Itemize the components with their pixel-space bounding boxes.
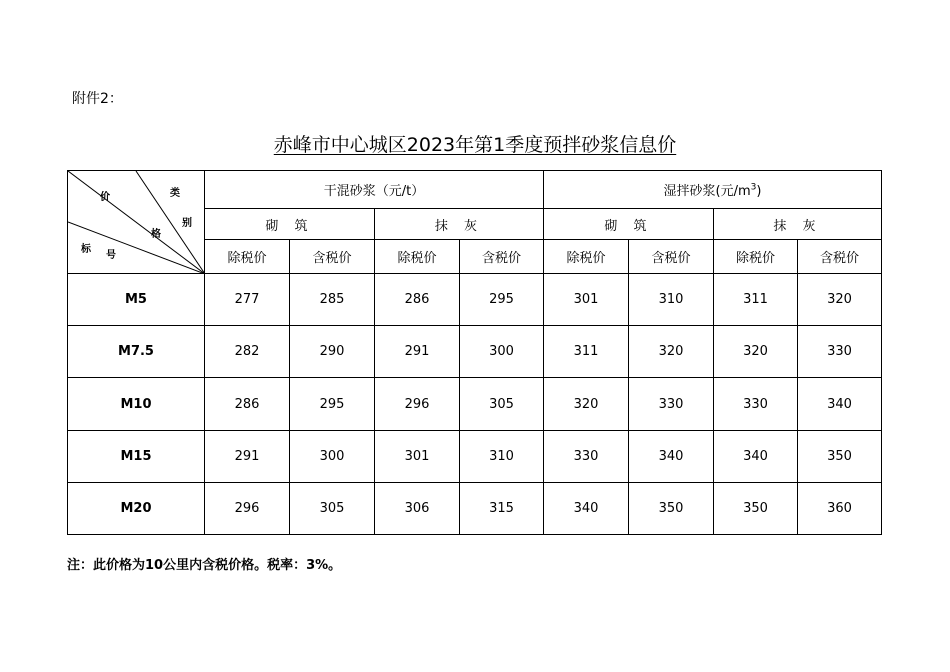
corner-label-mark: 标 — [81, 244, 91, 255]
document-title — [0, 130, 950, 157]
price-cell: 300 — [290, 431, 375, 483]
header-row-groups — [68, 171, 882, 209]
column-header: 除税价 — [714, 240, 798, 274]
price-cell: 340 — [629, 431, 714, 483]
price-cell: 315 — [460, 483, 544, 535]
grade-cell: M15 — [68, 431, 205, 483]
subgroup-wet-masonry: 砌 筑 — [544, 209, 714, 240]
price-cell: 330 — [798, 326, 882, 378]
column-header: 含税价 — [460, 240, 544, 274]
price-cell: 282 — [205, 326, 290, 378]
table-row — [68, 378, 882, 431]
price-cell: 320 — [714, 326, 798, 378]
price-cell: 306 — [375, 483, 460, 535]
price-cell: 330 — [629, 378, 714, 431]
price-cell: 285 — [290, 274, 375, 326]
group-header-wet-sup: 3 — [750, 182, 757, 193]
price-cell: 291 — [205, 431, 290, 483]
price-cell: 291 — [375, 326, 460, 378]
column-header: 除税价 — [375, 240, 460, 274]
price-cell: 330 — [544, 431, 629, 483]
price-cell: 296 — [375, 378, 460, 431]
price-cell: 277 — [205, 274, 290, 326]
price-cell: 295 — [460, 274, 544, 326]
price-cell: 300 — [460, 326, 544, 378]
price-table — [67, 170, 882, 535]
subgroup-dry-masonry: 砌 筑 — [205, 209, 375, 240]
column-header: 除税价 — [544, 240, 629, 274]
column-header: 除税价 — [205, 240, 290, 274]
price-cell: 305 — [460, 378, 544, 431]
attachment-label: 附件2： — [72, 91, 123, 107]
document-title-text: 赤峰市中心城区2023年第1季度预拌砂浆信息价 — [273, 134, 677, 156]
price-cell: 311 — [714, 274, 798, 326]
price-cell: 286 — [375, 274, 460, 326]
price-cell: 301 — [375, 431, 460, 483]
price-cell: 305 — [290, 483, 375, 535]
footnote: 注：此价格为10公里内含税价格。税率：3%。 — [67, 558, 342, 573]
corner-label-number: 号 — [106, 250, 116, 261]
group-header-wet-end: ) — [756, 184, 762, 199]
price-cell: 286 — [205, 378, 290, 431]
corner-label-category: 类 — [170, 188, 180, 199]
price-cell: 310 — [460, 431, 544, 483]
grade-cell: M5 — [68, 274, 205, 326]
group-header-wet — [544, 171, 882, 209]
table-row — [68, 326, 882, 378]
table-row — [68, 431, 882, 483]
price-cell: 311 — [544, 326, 629, 378]
price-cell: 320 — [544, 378, 629, 431]
corner-label-type: 别 — [182, 218, 192, 229]
grade-cell: M10 — [68, 378, 205, 431]
group-header-wet-label: 湿拌砂浆(元/m — [663, 184, 751, 199]
grade-cell: M7.5 — [68, 326, 205, 378]
corner-label-spec: 格 — [151, 229, 161, 240]
grade-cell: M20 — [68, 483, 205, 535]
table-row — [68, 483, 882, 535]
price-cell: 301 — [544, 274, 629, 326]
column-header: 含税价 — [798, 240, 882, 274]
column-header: 含税价 — [290, 240, 375, 274]
price-cell: 350 — [798, 431, 882, 483]
column-header: 含税价 — [629, 240, 714, 274]
price-cell: 310 — [629, 274, 714, 326]
subgroup-wet-plaster: 抹 灰 — [714, 209, 882, 240]
price-cell: 340 — [714, 431, 798, 483]
group-header-dry: 干混砂浆（元/t） — [205, 171, 544, 209]
price-cell: 330 — [714, 378, 798, 431]
price-cell: 360 — [798, 483, 882, 535]
price-cell: 320 — [629, 326, 714, 378]
price-cell: 320 — [798, 274, 882, 326]
price-cell: 290 — [290, 326, 375, 378]
price-cell: 296 — [205, 483, 290, 535]
table-row — [68, 274, 882, 326]
corner-header-cell — [68, 171, 205, 274]
price-cell: 340 — [544, 483, 629, 535]
price-cell: 350 — [714, 483, 798, 535]
price-cell: 350 — [629, 483, 714, 535]
subgroup-dry-plaster: 抹 灰 — [375, 209, 544, 240]
price-cell: 295 — [290, 378, 375, 431]
price-cell: 340 — [798, 378, 882, 431]
corner-label-price: 价 — [100, 192, 110, 203]
